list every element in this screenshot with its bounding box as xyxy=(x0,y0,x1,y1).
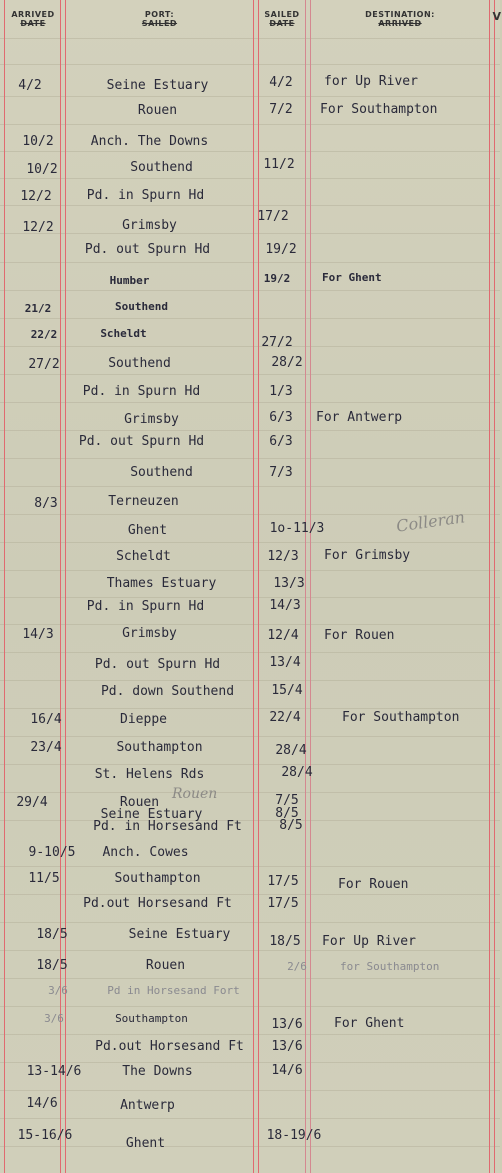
row-port: Pd in Horsesand Fort xyxy=(107,984,240,997)
row-port: Pd. in Spurn Hd xyxy=(82,384,201,399)
column-rule xyxy=(489,0,490,1173)
ruled-line xyxy=(0,233,500,234)
header-sailed-bottom: DATE xyxy=(269,19,295,28)
row-sailed: 11/2 xyxy=(263,157,295,172)
row-sailed: 14/3 xyxy=(269,598,301,613)
row-arrived: 10/2 xyxy=(26,162,58,177)
row-sailed: 12/3 xyxy=(267,549,299,564)
row-arrived: 13-14/6 xyxy=(26,1064,82,1079)
row-arrived: 29/4 xyxy=(16,795,48,810)
row-port: Antwerp xyxy=(120,1098,175,1113)
row-arrived: 14/3 xyxy=(22,627,54,642)
row-sailed: 8/5 xyxy=(279,818,303,833)
ruled-line xyxy=(0,1006,500,1007)
row-port: Southampton xyxy=(115,1012,188,1025)
row-sailed: 14/6 xyxy=(271,1063,303,1078)
ruled-line xyxy=(0,402,500,403)
row-port: Pd.out Horsesand Ft xyxy=(83,896,232,911)
header-port-bottom: SAILED xyxy=(141,19,178,28)
row-sailed: 7/3 xyxy=(269,465,293,480)
ruled-line xyxy=(0,570,500,571)
column-rule xyxy=(494,0,495,1173)
row-sailed: 4/2 xyxy=(269,75,293,90)
row-port: Southampton xyxy=(116,740,203,755)
header-arrived-bottom: DATE xyxy=(20,19,46,28)
row-arrived: 14/6 xyxy=(26,1096,58,1111)
header-port xyxy=(66,10,253,28)
ruled-line xyxy=(0,950,500,951)
ruled-line xyxy=(0,430,500,431)
ruled-line xyxy=(0,708,500,709)
handwritten-note: Colleran xyxy=(395,507,467,536)
row-port: Pd.out Horsesand Ft xyxy=(95,1039,244,1054)
ruled-line xyxy=(0,151,500,152)
row-sailed: 19/2 xyxy=(265,242,297,257)
ruled-line xyxy=(0,1062,500,1063)
row-sailed: 22/4 xyxy=(269,710,301,725)
row-arrived: 3/6 xyxy=(44,1012,64,1025)
row-sailed: 18-19/6 xyxy=(266,1128,322,1143)
row-arrived: 16/4 xyxy=(30,712,62,727)
ruled-line xyxy=(0,1118,500,1119)
ruled-line xyxy=(0,1034,500,1035)
ruled-line xyxy=(0,866,500,867)
header-arrived xyxy=(6,10,60,28)
row-sailed: 28/2 xyxy=(271,355,303,370)
row-port: Ghent xyxy=(125,1136,166,1151)
row-port: Southend xyxy=(115,300,168,313)
row-port: Scheldt xyxy=(116,549,171,564)
ruled-line xyxy=(0,374,500,375)
row-arrived: 9-10/5 xyxy=(28,845,76,860)
row-port: Pd. out Spurn Hd xyxy=(94,657,221,672)
row-sailed: 13/6 xyxy=(271,1039,303,1054)
row-arrived: 4/2 xyxy=(18,78,42,93)
ruled-line xyxy=(0,178,500,179)
ruled-line xyxy=(0,38,500,39)
row-sailed: 8/5 xyxy=(275,806,299,821)
row-destination: For Rouen xyxy=(324,628,395,643)
row-destination: For Antwerp xyxy=(316,410,403,425)
header-port-top: PORT: xyxy=(144,10,175,19)
row-sailed: 13/6 xyxy=(271,1017,303,1032)
row-arrived: 15-16/6 xyxy=(17,1128,73,1143)
row-destination: For Ghent xyxy=(322,271,382,284)
row-port: Anch. The Downs xyxy=(90,134,209,149)
row-sailed: 12/4 xyxy=(267,628,299,643)
row-destination: For Grimsby xyxy=(324,548,411,563)
ruled-line xyxy=(0,205,500,206)
row-port: St. Helens Rds xyxy=(94,767,205,782)
row-arrived: 23/4 xyxy=(30,740,62,755)
column-rule xyxy=(4,0,5,1173)
header-sailed-top: SAILED xyxy=(264,10,300,19)
row-sailed: 17/5 xyxy=(267,874,299,889)
header-sailed xyxy=(259,10,305,28)
ruled-line xyxy=(0,458,500,459)
ruled-line xyxy=(0,542,500,543)
ruled-line xyxy=(0,318,500,319)
row-port: Pd. in Horsesand Ft xyxy=(93,819,242,834)
ruled-line xyxy=(0,922,500,923)
row-arrived: 12/2 xyxy=(20,189,52,204)
row-port: Pd. down Southend xyxy=(100,684,235,699)
row-arrived: 27/2 xyxy=(28,357,60,372)
row-port: Rouen xyxy=(145,958,186,973)
row-destination: For Rouen xyxy=(338,877,409,892)
ruled-line xyxy=(0,597,500,598)
ruled-line xyxy=(0,486,500,487)
ruled-line xyxy=(0,680,500,681)
row-sailed: 13/4 xyxy=(269,655,301,670)
row-destination: For Southampton xyxy=(342,710,460,725)
row-sailed: 6/3 xyxy=(269,410,293,425)
row-arrived: 10/2 xyxy=(22,134,54,149)
row-port: Southend xyxy=(108,356,171,371)
handwritten-note: Rouen xyxy=(172,786,218,802)
row-port: Thames Estuary xyxy=(106,576,217,591)
row-port: Grimsby xyxy=(122,626,177,641)
row-arrived: 3/6 xyxy=(48,984,68,997)
row-sailed: 13/3 xyxy=(273,576,305,591)
row-arrived: 18/5 xyxy=(36,958,68,973)
row-port: Terneuzen xyxy=(108,494,179,509)
row-sailed: 1/3 xyxy=(269,384,293,399)
row-sailed: 28/4 xyxy=(275,743,307,758)
row-destination: For Southampton xyxy=(320,102,438,117)
ruled-line xyxy=(0,894,500,895)
row-port: Seine Estuary xyxy=(128,927,231,942)
row-arrived: 8/3 xyxy=(34,496,58,511)
row-port: Ghent xyxy=(127,523,168,538)
row-port: Seine Estuary xyxy=(106,78,209,93)
row-port: Southampton xyxy=(114,871,201,886)
row-arrived: 22/2 xyxy=(30,328,58,341)
row-sailed: 7/2 xyxy=(269,102,293,117)
ruled-line xyxy=(0,96,500,97)
row-destination: For Up River xyxy=(322,934,416,949)
row-sailed: 19/2 xyxy=(263,272,291,285)
ruled-line xyxy=(0,1090,500,1091)
row-port: Seine Estuary xyxy=(100,807,203,822)
row-port: Southend xyxy=(130,465,193,480)
row-port: Grimsby xyxy=(124,412,179,427)
header-destination-bottom: ARRIVED xyxy=(378,19,422,28)
row-sailed: 6/3 xyxy=(269,434,293,449)
row-port: Rouen xyxy=(137,103,178,118)
row-sailed: 27/2 xyxy=(261,335,293,350)
ruled-line xyxy=(0,624,500,625)
header-arrived-top: ARRIVED xyxy=(11,10,55,19)
row-sailed: 7/5 xyxy=(275,793,299,808)
row-sailed: 17/2 xyxy=(257,209,289,224)
row-arrived: 21/2 xyxy=(24,302,52,315)
row-port: Pd. out Spurn Hd xyxy=(78,434,205,449)
ruled-line xyxy=(0,124,500,125)
ruled-line xyxy=(0,764,500,765)
ruled-line xyxy=(0,652,500,653)
row-destination: For Ghent xyxy=(334,1016,405,1031)
row-sailed: 15/4 xyxy=(271,683,303,698)
row-port: Dieppe xyxy=(120,712,167,727)
ruled-line xyxy=(0,262,500,263)
header-destination-top: DESTINATION: xyxy=(365,10,435,19)
row-arrived: 12/2 xyxy=(22,220,54,235)
row-port: Southend xyxy=(130,160,193,175)
row-sailed: 1o-11/3 xyxy=(269,521,325,536)
row-sailed: 2/6 xyxy=(287,960,307,973)
ruled-line xyxy=(0,978,500,979)
row-port: Humber xyxy=(109,274,150,287)
row-destination: for Up River xyxy=(324,74,418,89)
ruled-line xyxy=(0,736,500,737)
row-sailed: 17/5 xyxy=(267,896,299,911)
ruled-line xyxy=(0,64,500,65)
row-arrived: 18/5 xyxy=(36,927,68,942)
ruled-line xyxy=(0,792,500,793)
row-sailed: 18/5 xyxy=(269,934,301,949)
ruled-line xyxy=(0,290,500,291)
header-edge-mark: V xyxy=(492,10,502,23)
header-destination xyxy=(311,10,489,28)
row-port: Grimsby xyxy=(122,218,177,233)
row-port: Rouen xyxy=(119,795,160,810)
row-port: Pd. in Spurn Hd xyxy=(86,188,205,203)
row-port: Anch. Cowes xyxy=(102,845,189,860)
row-arrived: 11/5 xyxy=(28,871,60,886)
row-port: Pd. out Spurn Hd xyxy=(84,242,211,257)
row-port: Scheldt xyxy=(100,327,147,340)
row-destination: for Southampton xyxy=(340,960,440,973)
row-sailed: 28/4 xyxy=(281,765,313,780)
row-port: Pd. in Spurn Hd xyxy=(86,599,205,614)
row-port: The Downs xyxy=(122,1064,193,1079)
